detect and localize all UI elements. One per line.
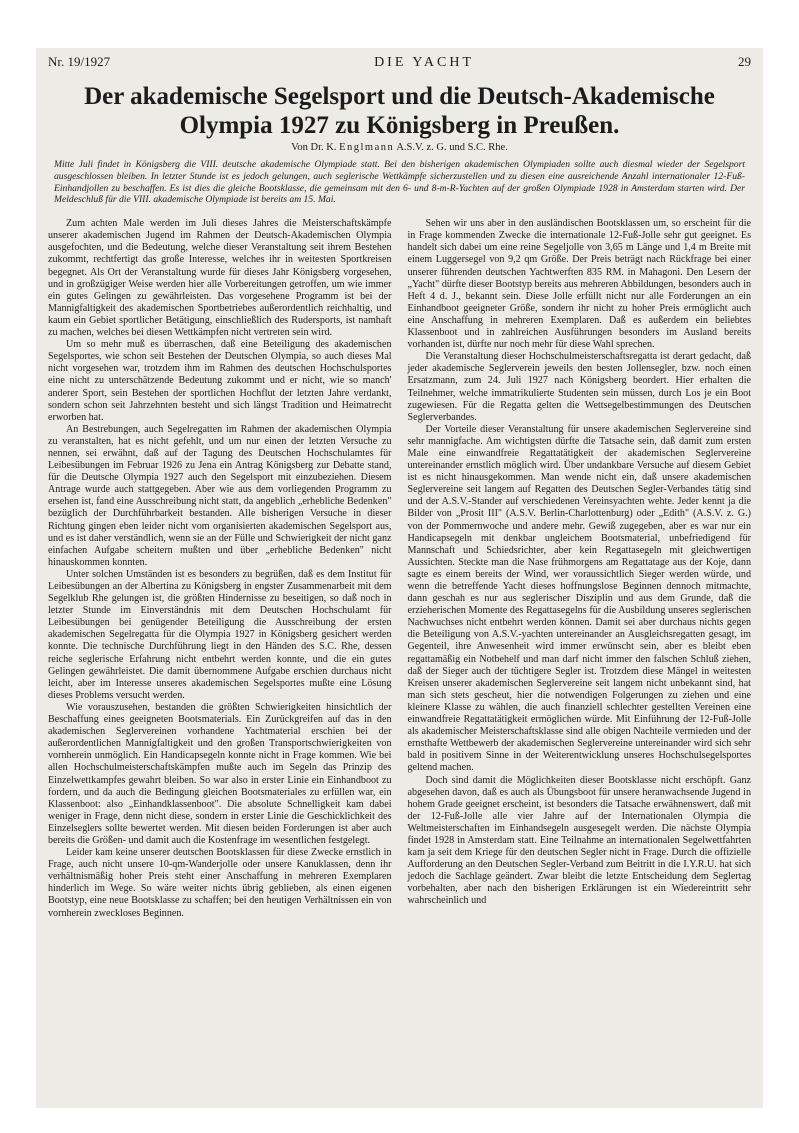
- paragraph: An Bestrebungen, auch Segelregatten im Rahmen der akademischen Olympia zu veranstalten, hat es nicht gefehlt, und um nur einen der letzten Versuche zu nennen, sei erwähnt, daß auf der Tagung des Deutschen Hochschulamtes für Leibesübungen im Februar 1926 zu Jena ein Antrag Königsberg zur Debatte stand, für die Deutsche Olympia 1927 auch den Segelsport mit einzubeziehen. Diesem Antrage wurde auch stattgegeben. Aber wie aus dem vorliegenden Programm zu ersehen ist, fand eine Ausschreibung nicht statt, da angeblich „erhebliche Bedenken" bezüglich der Durchführbarkeit bestanden. Alle bisherigen Versuche in dieser Richtung gingen eben leider nicht vom organisierten akademischen Segelsport aus, und es ist daher verständlich, wenn sie an der Fülle und Schwierigkeit der nicht ganz einfachen Aufgabe scheitern mußten und über „erhebliche Bedenken" nicht hinauskommen konnten.: [48, 423, 392, 568]
- paragraph: Der Vorteile dieser Veranstaltung für unsere akademischen Seglervereine sind sehr mannigfache. Am wichtigsten dürfte die Tatsache sein, daß damit zum ersten Male eine einwandfreie Regattatätigkeit der akademischen Seglervereine untereinander ernstlich möglich wird. Über undankbare Versuche auf diesem Gebiet ist es nicht hinausgekommen. Man wende nicht ein, daß unsere akademischen Seglervereine seit langem auf Regatten des Deutschen Segler-Verbandes tätig sind und der A.S.V.-Stander auf verschiedenen Vereinsyachten wehte. Jeder kennt ja die Bilder von „Prosit III" (A.S.V. Berlin-Charlottenburg) oder „Edith" (A.S.V. z. G.) von der Pommernwoche und andere mehr. Gewiß zugegeben, aber es war nur ein Handicapsegeln mit denkbar ungleichem Bootsmaterial, unbefriedigend für Mannschaft und Schiedsrichter, aber kein Regattasegeln mit gleichwertigen Aussichten. Steckte man die Nase frühmorgens am Regattatage aus der Koje, dann sagte es einem bereits der Wind, wer voraussichtlich Sieger werden würde, und wenn die betreffende Yacht dieses hoffnungslose Beginnen dennoch mitmachte, dann geschah es nur aus seglerischer Disziplin und aus dem Grunde, daß die erzieherischen Momente des Regattasegelns für die Ausbildung unseres seglerischen Nachwuchses nicht entbehrt werden können. Damit sei aber durchaus nichts gegen die Beteiligung von A.S.V.-yachten untereinander an Ausgleichsregatten gesagt, im Gegenteil, ihre Anwesenheit wird immer erwünscht sein, aber es bleibt eben regattamäßig ein Notbehelf und man darf nicht immer den falschen Schluß ziehen, daß der Sieger auch der tüchtigere Segler ist. Trotzdem diese Mängel in weitesten Kreisen unserer akademischen Seglervereine seit langem nicht unbekannt sind, hat man sich stets gescheut, hier die notwendigen Folgerungen zu ziehen und eine kleinere Klasse zu wählen, die auch finanziell schlechter gestellten Vereinen eine einwandfreie Regattatätigkeit ermöglichen würde. Mit Einführung der 12-Fuß-Jolle als akademischer Meisterschaftsklasse sind alle obigen Nachteile vermieden und der ernsthafte Wettbewerb der akademischen Seglervereine untereinander wird sich sehr bald in positivem Sinne in der Weiterentwicklung unseres Hochschulsegelsportes geltend machen.: [407, 423, 751, 774]
- paragraph: Um so mehr muß es überraschen, daß eine Beteiligung des akademischen Segelsportes, wie schon seit Bestehen der Deutschen Olympia, so auch dieses Mal nicht vorgesehen war, trotzdem ihm im Rahmen des deutschen Hochschulsportes eine nicht zu unterschätzende Bedeutung zukommt und er nicht, wie so manch' anderer Sport, sein Bestehen der sportlichen Hochflut der letzten Jahre verdankt, sondern schon seit Jahrzehnten besteht und sich längst Tradition und Heimatrecht erworben hat.: [48, 339, 392, 423]
- article-title-line-2: Olympia 1927 zu Königsberg in Preußen.: [179, 112, 620, 139]
- byline: [48, 142, 751, 153]
- byline-affiliation: A.S.V. z. G. und S.C. Rhe.: [396, 142, 508, 153]
- paragraph: Die Veranstaltung dieser Hochschulmeisterschaftsregatta ist derart gedacht, daß jeder akademische Seglerverein jeweils den besten Jollensegler, bzw. noch einen Ersatzmann, zum 24. Juli 1927 nach Königsberg beordert. Hier erhalten die Teilnehmer, welche immatrikulierte Studenten sein müssen, durch Los je ein Boot zugewiesen. Für die Regatta gelten die Wettsegelbestimmungen des Deutschen Seglerverbandes.: [407, 351, 751, 423]
- article-title: [48, 82, 751, 140]
- author-name: Englmann: [339, 142, 395, 153]
- running-header: [48, 54, 751, 72]
- magazine-name: DIE YACHT: [374, 55, 475, 70]
- paragraph: Leider kam keine unserer deutschen Bootsklassen für diese Zwecke ernstlich in Frage, auch nicht unsere 10-qm-Wanderjolle oder unsere Kanuklassen, denn ihr verhältnismäßig hoher Preis steht einer Anschaffung in mehreren Exemplaren hinderlich im Wege. So wäre weiter nichts übrig geblieben, als einen eigenen Bootstyp, eine neue Bootsklasse zu schaffen; bei den heutigen Verhältnissen ein von vornherein zweckloses Beginnen.: [48, 847, 392, 919]
- paragraph: Sehen wir uns aber in den ausländischen Bootsklassen um, so erscheint für die in Frage kommenden Zwecke die internationale 12-Fuß-Jolle sehr gut geeignet. Es handelt sich dabei um eine reine Segeljolle von 3,65 m Länge und 1,4 m Breite mit einem Luggersegel von 9,2 qm Größe. Der Preis beträgt nach Rückfrage bei einer unserer führenden deutschen Yachtwerften 835 RM. in Mahagoni. Den Lesern der „Yacht" dürfte dieser Bootstyp bereits aus mehreren Abbildungen, besonders auch in Heft 4 d. J., bekannt sein. Diese Jolle erfüllt nicht nur alle Forderungen an ein Einhandboot geeigneter Größe, sondern ihr nicht zu hoher Preis ermöglicht auch eine Anschaffung in mehreren Exemplaren. Daß es außerdem ein beliebtes Klassenboot und in zahlreichen Ausführungen besonders im Ausland bereits vorhanden ist, dürfte nur noch mehr für diese Wahl sprechen.: [407, 218, 751, 351]
- article-intro: Mitte Juli findet in Königsberg die VIII. deutsche akademische Olympiade statt. Bei den bisherigen akademischen Olympiaden sollte auch diesmal wieder der Segelsport ausgeschlossen bleiben. In letzter Stunde ist es jedoch gelungen, auch seglerische Wettkämpfe sicherzustellen und zu diesen eine ausreichende Anzahl internationaler 12-Fuß-Einhandjollen zu beschaffen. Es ist dies die gleiche Bootsklasse, die gemeinsam mit den 6- und 8-m-R-Yachten auf der großen Olympiade 1928 in Amsterdam starten wird. Der Meldeschluß für die VIII. akademische Olympiade ist bereits am 15. Mai.: [54, 159, 745, 206]
- magazine-page: [36, 48, 763, 1108]
- right-column: [408, 218, 752, 919]
- paragraph: Zum achten Male werden im Juli dieses Jahres die Meisterschaftskämpfe unserer akademischen Jugend im Rahmen der Deutsch-Akademischen Olympia ausgefochten, und die Bedeutung, welche dieser Veranstaltung seit ihrem Bestehen zukommt, rechtfertigt das große Interesse, welches ihr in weitesten Sportkreisen begegnet. Als Ort der Veranstaltung wurde für dieses Jahr Königsberg vorgesehen, und in großzügiger Weise werden hier alle Vorbereitungen getroffen, um wie immer ein gutes Gelingen zu gewährleisten. Das vorgesehene Programm ist bei der Mannigfaltigkeit des akademischen Sportbetriebes außerordentlich reichhaltig, und kaum ein Gebiet sportlicher Betätigung, einschließlich des Rudersports, ist namhaft zu machen, welches bei diesen Wettkämpfen nicht vertreten sein wird.: [48, 218, 392, 339]
- issue-number: Nr. 19/1927: [48, 54, 111, 69]
- article-title-line-1: Der akademische Segelsport und die Deutsch-Akademische: [84, 83, 715, 110]
- paragraph: Wie vorauszusehen, bestanden die größten Schwierigkeiten hinsichtlich der Beschaffung eines geeigneten Bootsmaterials. Ein Zurückgreifen auf das in den akademischen Seglervereinen vorhandene Yachtmaterial erschien bei der außerordentlichen Mannigfaltigkeit und den großen Transportschwierigkeiten von vornherein unmöglich. Ein Handicapsegeln konnte nicht in Frage kommen. Wie bei allen Hochschulmeisterschaftskämpfen mußte auch im Segeln das Prinzip des Einzelwettkampfes gewahrt bleiben. So war also in erster Linie ein Einhandboot zu fordern, und da auch die Bedingung gleichen Bootsmateriales zu erfüllen war, ein Klassenboot: also „Einhandklassenboot". Die absolute Schnelligkeit kam dabei weniger in Frage, denn nicht diese, sondern in erster Linie die Geschicklichkeit des Einzelseglers sollte bewertet werden. Mit diesen beiden Forderungen ist aber auch bereits die Größen- und damit auch die Kostenfrage im wesentlichen festgelegt.: [48, 701, 392, 846]
- left-column: [48, 218, 392, 919]
- paragraph: Unter solchen Umständen ist es besonders zu begrüßen, daß es dem Institut für Leibesübungen an der Albertina zu Königsberg in engster Zusammenarbeit mit dem Segelklub Rhe gelungen ist, die größten Hindernisse zu beseitigen, so daß noch in letzter Stunde im Einverständnis mit dem Deutschen Hochschulamt für Leibesübungen bei genügender Beteiligung die Ausschreibung der ersten akademischen Segelregatta für die Olympia 1927 in Königsberg gesichert werden konnte. Die technische Durchführung liegt in den Händen des S.C. Rhe, dessen reiche seglerische Erfahrung nicht entbehrt werden konnte, und die ein gutes Gelingen gewährleistet. Die damit übernommene Aufgabe erschien durchaus nicht leicht, aber im Interesse unseres akademischen Segelsportes mußte eine Lösung dieses Problems versucht werden.: [48, 568, 392, 701]
- byline-prefix: Von Dr. K.: [291, 142, 337, 153]
- paragraph: Doch sind damit die Möglichkeiten dieser Bootsklasse nicht erschöpft. Ganz abgesehen davon, daß es auch als Übungsboot für unsere heranwachsende Jugend in hohem Grade geeignet erscheint, ist besonders die Tatsache erwähnenswert, daß mit der 12-Fuß-Jolle alle vier Jahre auf der Internationalen Olympia die Weltmeisterschaften im Einhandsegeln ausgesegelt werden. Die nächste Olympia findet 1928 in Amsterdam statt. Eine Teilnahme an internationalen Segelwettfahrten kam ja seit dem Kriege für den deutschen Segler nicht in Frage. Durch die offizielle Aufforderung an den Deutschen Segler-Verband zum Beitritt in die I.Y.R.U. hat sich jedoch die Sachlage geändert. Zwar bleibt die letzte Entscheidung dem Seglertag vorbehalten, aber nach den bisherigen Erklärungen ist ein Wiedereintritt sehr wahrscheinlich und: [407, 774, 751, 907]
- body-columns: [48, 218, 751, 919]
- page-number: 29: [737, 54, 751, 69]
